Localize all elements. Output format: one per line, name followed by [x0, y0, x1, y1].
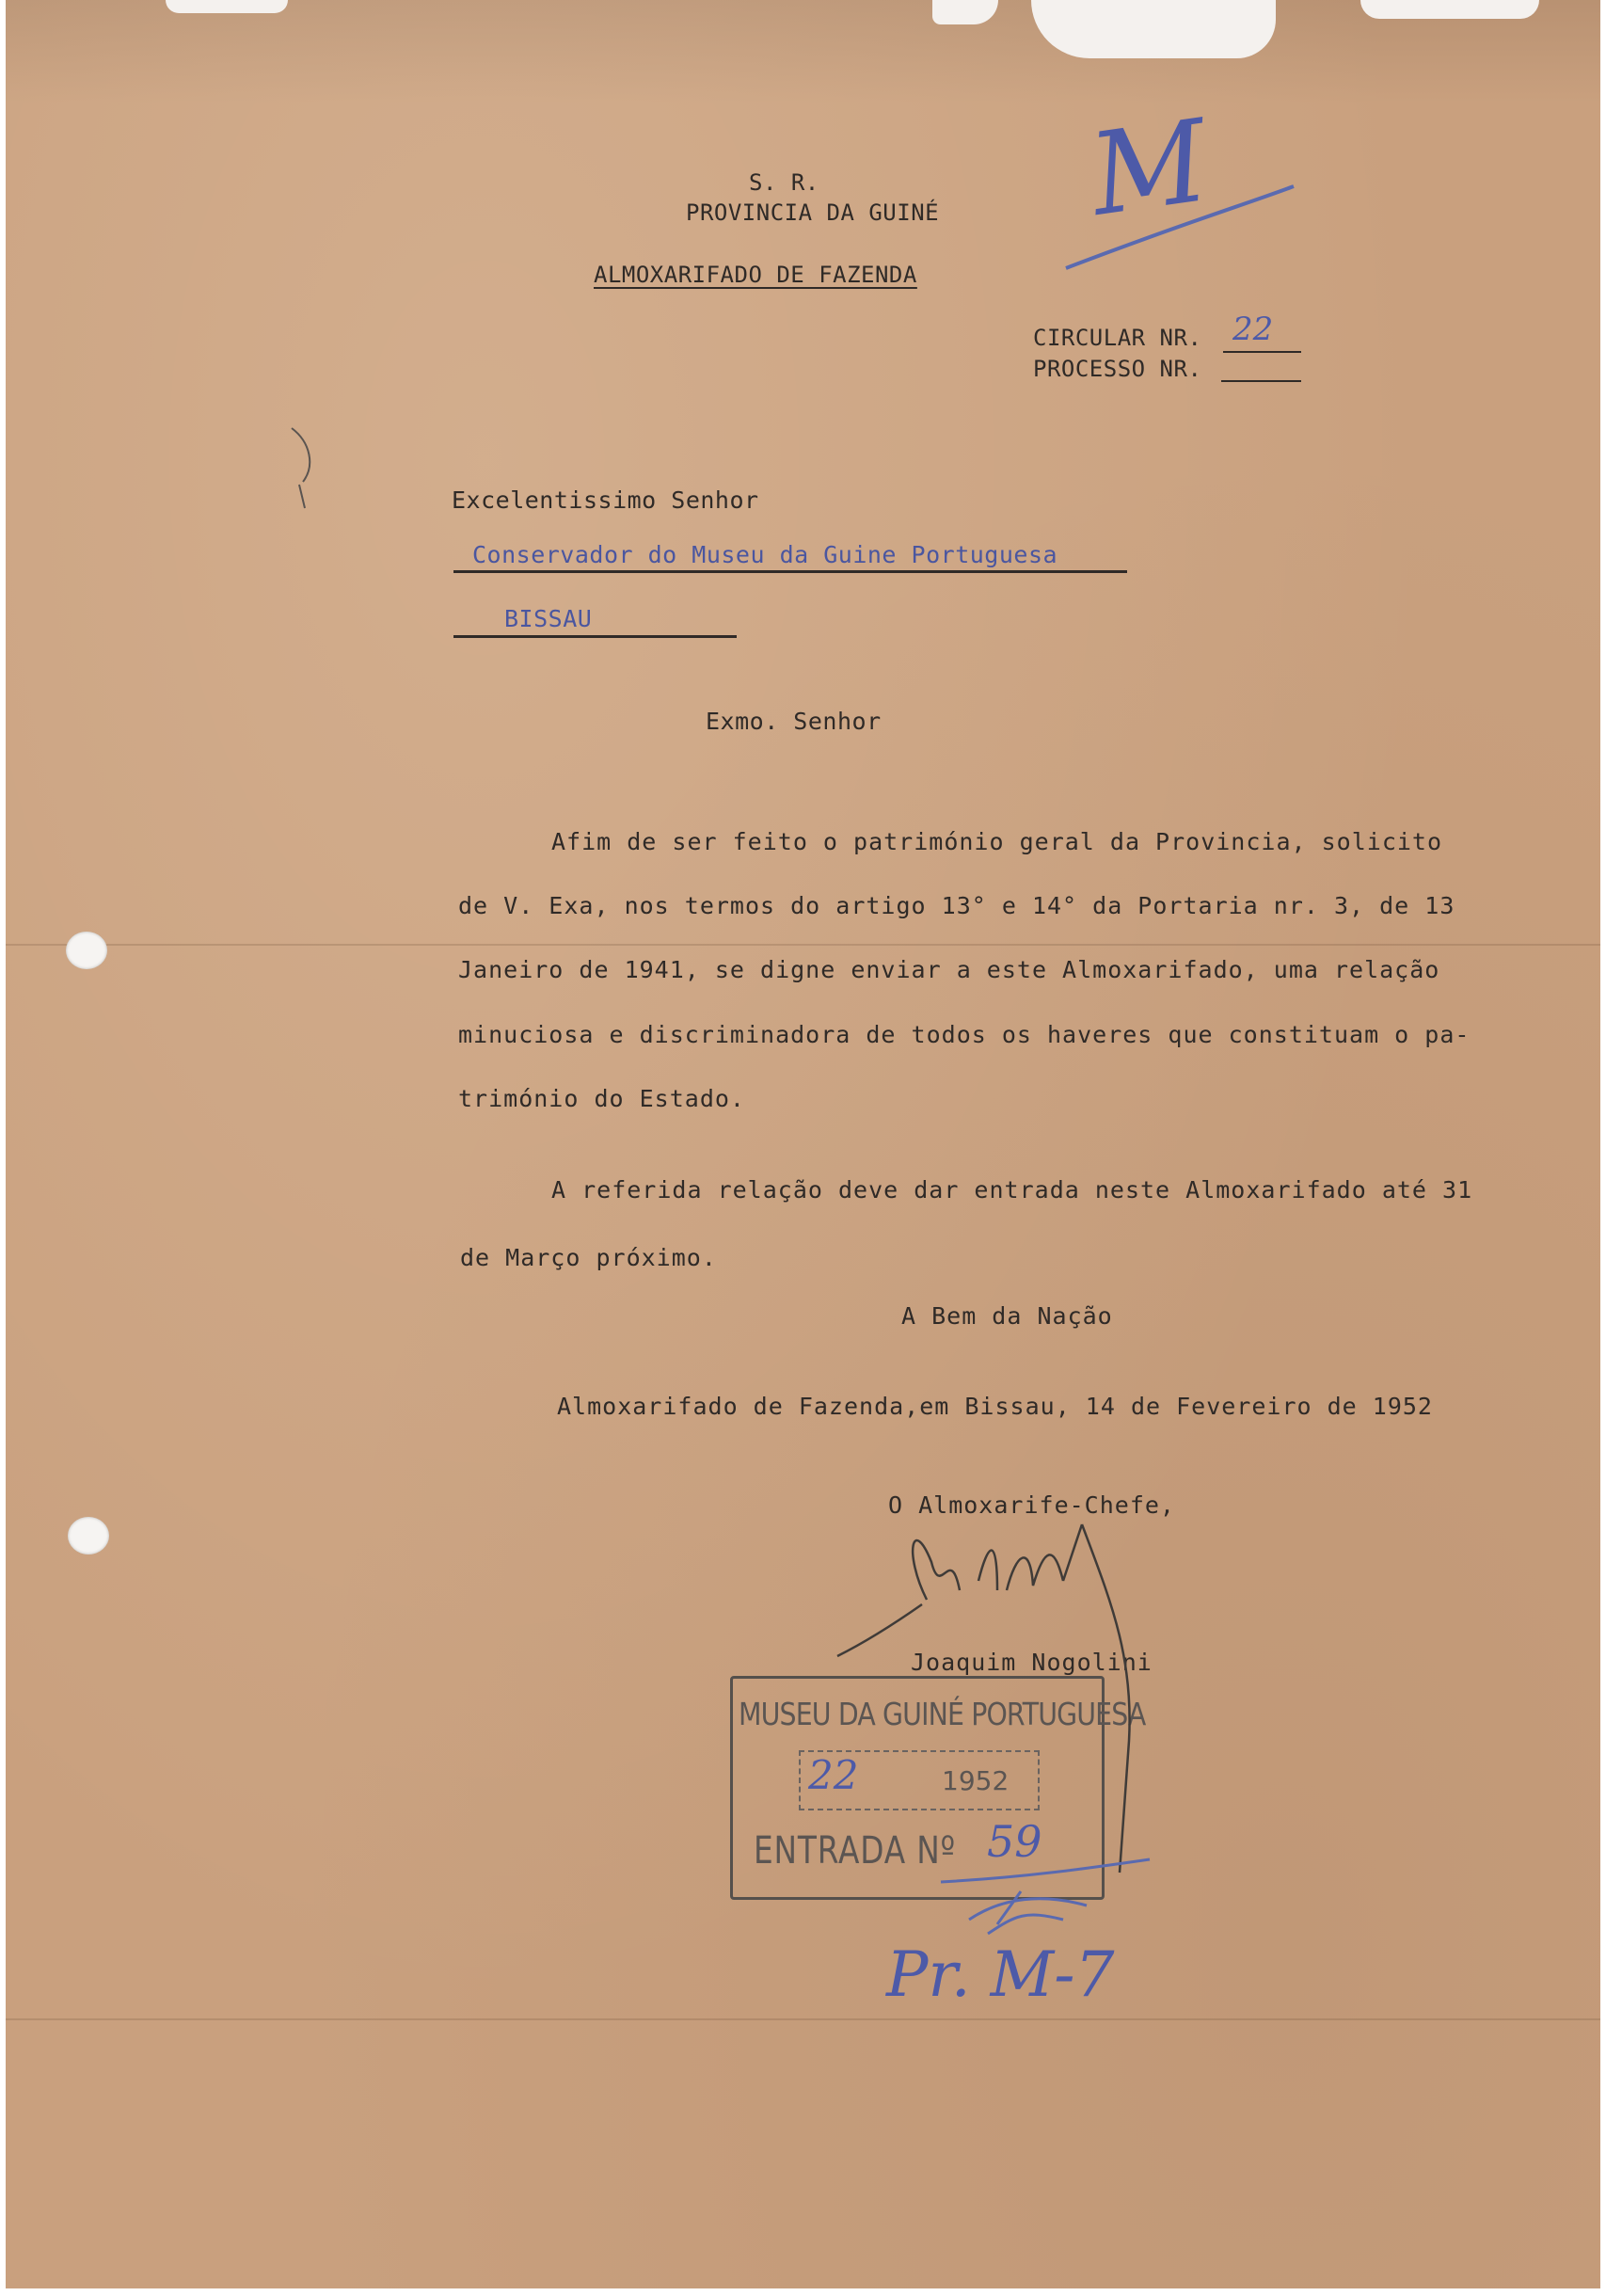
- closing-motto: A Bem da Nação: [901, 1302, 1113, 1330]
- annotation-initials: [969, 1891, 1087, 1934]
- body-line: Janeiro de 1941, se digne enviar a este Almoxarifado, uma relação: [458, 956, 1440, 983]
- addressee-recipient: Conservador do Museu da Guine Portuguesa: [472, 541, 1058, 568]
- body-line: Afim de ser feito o património geral da Provincia, solicito: [551, 828, 1443, 855]
- body-line: de Março próximo.: [460, 1244, 717, 1271]
- header-sr: S. R.: [749, 169, 819, 196]
- annotation-bottom-reference: Pr. M-7: [886, 1938, 1115, 2011]
- processo-label: PROCESSO NR.: [1033, 356, 1202, 382]
- stamp-entrada-number: 59: [987, 1816, 1042, 1867]
- stamp-museum-name: MUSEU DA GUINÉ PORTUGUESA: [739, 1696, 1146, 1732]
- stamp-date-handwritten: 22: [808, 1752, 859, 1798]
- circular-number: 22: [1232, 311, 1274, 348]
- closing-place-date: Almoxarifado de Fazenda,em Bissau, 14 de Fevereiro de 1952: [557, 1393, 1433, 1420]
- greeting: Exmo. Senhor: [706, 708, 882, 735]
- body-line: trimónio do Estado.: [458, 1085, 745, 1112]
- signature: [837, 1524, 1130, 1873]
- addressee-city: BISSAU: [504, 605, 593, 632]
- annotation-stroke: [1066, 186, 1294, 268]
- addressee-salutation: Excelentissimo Senhor: [452, 486, 759, 514]
- circular-label: CIRCULAR NR.: [1033, 325, 1202, 351]
- header-province: PROVINCIA DA GUINÉ: [686, 199, 940, 226]
- margin-mark: [292, 428, 310, 508]
- stamp-date-year: 1952: [942, 1765, 1010, 1796]
- header-office: ALMOXARIFADO DE FAZENDA: [594, 262, 917, 288]
- closing-role: O Almoxarife-Chefe,: [888, 1491, 1175, 1519]
- body-line: de V. Exa, nos termos do artigo 13° e 14° da Portaria nr. 3, de 13: [458, 892, 1455, 919]
- signatory-name: Joaquim Nogolini: [911, 1649, 1153, 1676]
- annotation-top-mark: M: [1082, 96, 1216, 242]
- annotation-stroke: [941, 1859, 1150, 1882]
- body-line: minuciosa e discriminadora de todos os haveres que constituam o pa-: [458, 1021, 1471, 1048]
- stamp-entrada-label: ENTRADA Nº: [754, 1829, 956, 1873]
- body-line: A referida relação deve dar entrada neste Almoxarifado até 31: [551, 1176, 1473, 1204]
